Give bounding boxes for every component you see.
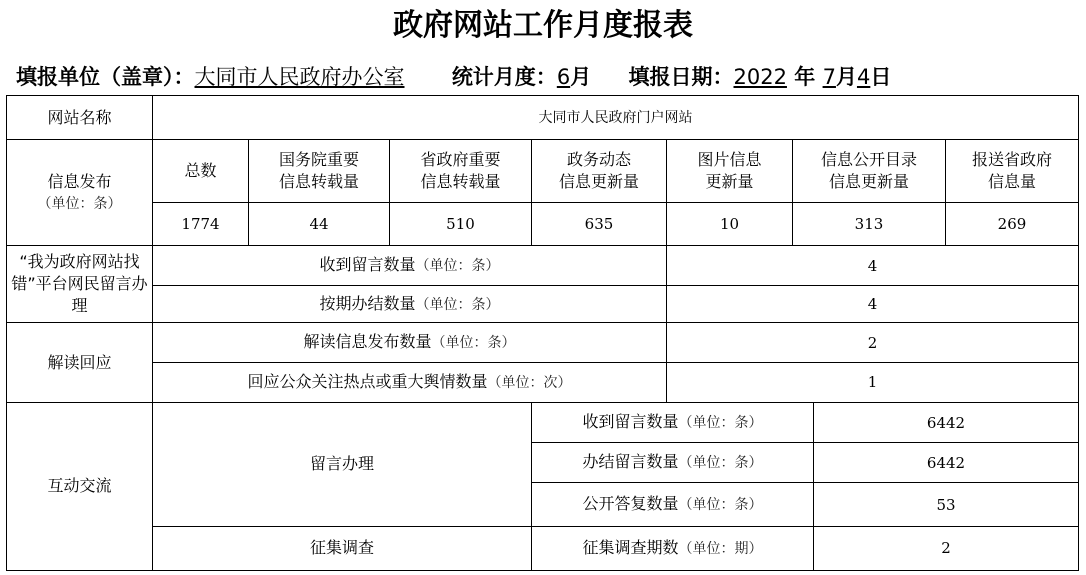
publish-value: 10	[667, 202, 793, 245]
interpretation-row-label	[153, 323, 667, 362]
report-header	[16, 60, 891, 94]
interaction-row-value: 6442	[814, 402, 1079, 442]
publish-value: 44	[249, 202, 390, 245]
row-unit: （单位：条）	[415, 258, 500, 275]
interpretation-row-value: 2	[667, 323, 1079, 362]
interaction-row-value: 6442	[814, 443, 1079, 483]
interaction-label: 互动交流	[7, 402, 153, 570]
survey-row-value: 2	[814, 526, 1079, 570]
publish-header: 图片信息 更新量	[667, 140, 793, 202]
publish-header: 国务院重要 信息转载量	[249, 140, 390, 202]
date-day-suffix: 日	[870, 65, 892, 89]
date-year: 2022	[733, 65, 787, 89]
month-label: 统计月度：	[451, 65, 557, 89]
error-report-label: “我为政府网站找错”平台网民留言办理	[7, 245, 153, 322]
row-unit: （单位：条）	[678, 455, 763, 472]
site-name-label: 网站名称	[7, 96, 153, 140]
interpretation-row-label	[153, 362, 667, 402]
date-year-suffix: 年	[786, 65, 823, 89]
row-label-text: 解读信息发布数量	[303, 332, 432, 352]
survey-label: 征集调查	[153, 526, 532, 570]
row-unit: （单位：条）	[431, 335, 516, 352]
row-label-text: 回应公众关注热点或重大舆情数量	[247, 371, 488, 391]
row-label-text: 收到留言数量	[582, 412, 679, 432]
interpretation-row-value: 1	[667, 362, 1079, 402]
unit-label: 填报单位（盖章）：	[16, 65, 195, 89]
report-table	[6, 95, 1079, 571]
interaction-row-label	[532, 443, 814, 483]
publish-label: 信息发布	[47, 171, 112, 191]
interaction-row-value: 53	[814, 483, 1079, 526]
publish-label-cell	[7, 140, 153, 246]
publish-header: 省政府重要 信息转载量	[390, 140, 532, 202]
row-unit: （单位：条）	[678, 497, 763, 514]
row-label-text: 收到留言数量	[319, 255, 416, 275]
report-title: 政府网站工作月度报表	[393, 8, 693, 43]
publish-header: 报送省政府 信息量	[946, 140, 1079, 202]
row-label-text: 按期办结数量	[319, 293, 416, 313]
interaction-row-label	[532, 483, 814, 526]
message-handling-label: 留言办理	[153, 402, 532, 526]
publish-value: 635	[532, 202, 667, 245]
row-unit: （单位：期）	[678, 540, 763, 557]
row-unit: （单位：次）	[487, 374, 572, 391]
date-month-suffix: 月	[835, 65, 857, 89]
publish-value: 313	[793, 202, 946, 245]
error-report-row-value: 4	[667, 245, 1079, 285]
publish-value: 510	[390, 202, 532, 245]
publish-unit: （单位：条）	[37, 195, 122, 212]
interaction-row-label	[532, 402, 814, 442]
row-label-text: 征集调查期数	[582, 537, 679, 557]
row-label-text: 办结留言数量	[582, 452, 679, 472]
site-name-value: 大同市人民政府门户网站	[153, 96, 1079, 140]
month-suffix: 月	[570, 65, 592, 89]
publish-header: 总数	[153, 140, 249, 202]
unit-value: 大同市人民政府办公室	[194, 65, 405, 89]
date-month: 7	[822, 65, 836, 89]
date-label: 填报日期：	[628, 65, 734, 89]
date-day: 4	[856, 65, 871, 89]
publish-value: 1774	[153, 202, 249, 245]
publish-header: 政务动态 信息更新量	[532, 140, 667, 202]
error-report-row-value: 4	[667, 286, 1079, 323]
row-label-text: 公开答复数量	[582, 494, 679, 514]
month-value: 6	[556, 65, 571, 89]
interpretation-label: 解读回应	[7, 323, 153, 402]
publish-header: 信息公开目录 信息更新量	[793, 140, 946, 202]
row-unit: （单位：条）	[415, 296, 500, 313]
publish-value: 269	[946, 202, 1079, 245]
error-report-row-label	[153, 286, 667, 323]
error-report-row-label	[153, 245, 667, 285]
row-unit: （单位：条）	[678, 415, 763, 432]
survey-row-label	[532, 526, 814, 570]
